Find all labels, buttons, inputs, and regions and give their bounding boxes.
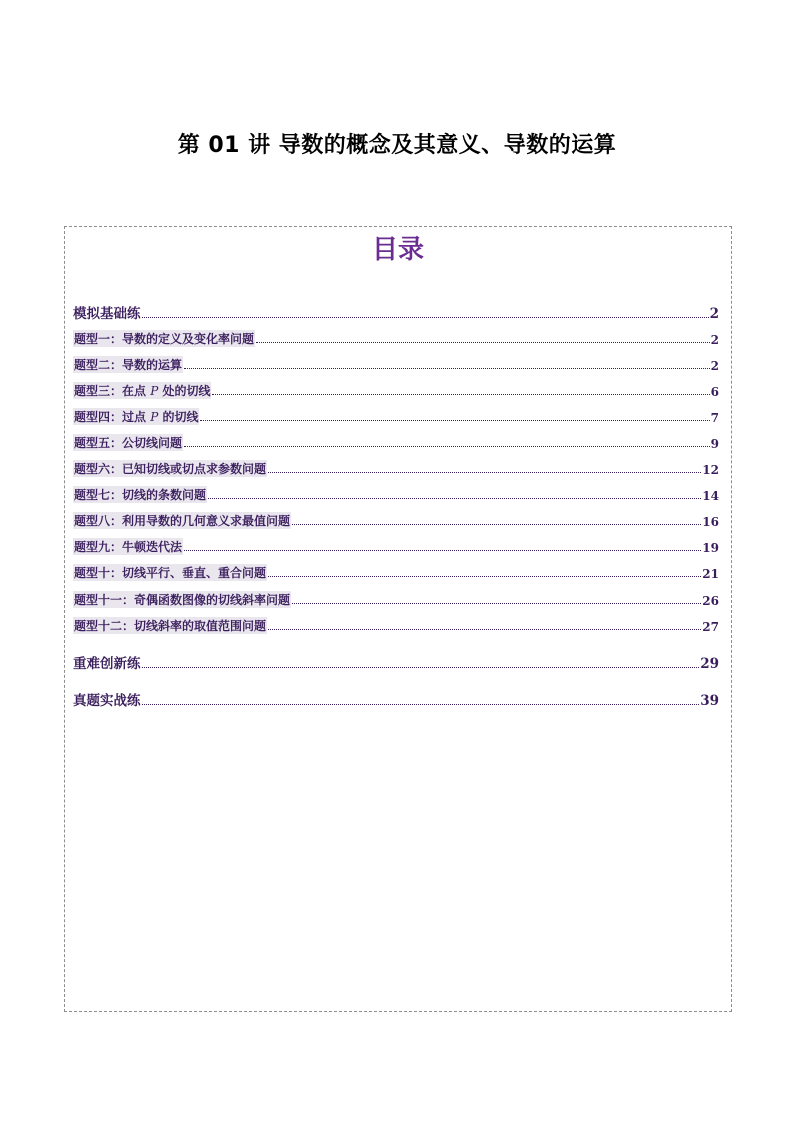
toc-page-number: 21 bbox=[702, 567, 719, 581]
toc-page-number: 14 bbox=[702, 489, 719, 503]
toc-entry-challenge-innovation[interactable] bbox=[73, 652, 719, 672]
toc-page-number: 29 bbox=[700, 656, 719, 672]
toc-leader-dots bbox=[268, 472, 701, 473]
toc-page-number: 19 bbox=[702, 541, 719, 555]
toc-leader-dots bbox=[184, 550, 701, 551]
toc-leader-dots bbox=[142, 704, 700, 705]
toc-entry-label: 题型十一：奇偶函数图像的切线斜率问题 bbox=[74, 593, 291, 607]
toc-entry-type-12[interactable] bbox=[73, 617, 719, 634]
variable-p: P bbox=[150, 410, 159, 424]
toc-entry-label: 真题实战练 bbox=[73, 693, 141, 709]
toc-entry-type-1[interactable] bbox=[73, 330, 719, 347]
toc-entry-type-5[interactable] bbox=[73, 434, 719, 451]
toc-page-number: 2 bbox=[710, 333, 719, 347]
toc-page-number: 39 bbox=[700, 693, 719, 709]
toc-page-number: 2 bbox=[710, 359, 719, 373]
toc-entry-label: 题型十二：切线斜率的取值范围问题 bbox=[74, 619, 267, 633]
toc-leader-dots bbox=[142, 667, 700, 668]
toc-entry-type-9[interactable] bbox=[73, 538, 719, 555]
toc-leader-dots bbox=[184, 446, 710, 447]
toc-leader-dots bbox=[256, 342, 710, 343]
toc-page-number: 27 bbox=[702, 620, 719, 634]
toc-leader-dots bbox=[208, 498, 701, 499]
toc-heading: 目录 bbox=[371, 235, 424, 265]
toc-entry-type-11[interactable] bbox=[73, 591, 719, 608]
toc-entry-label: 题型五：公切线问题 bbox=[74, 436, 183, 450]
toc-entry-type-4[interactable] bbox=[73, 408, 719, 425]
toc-entry-type-7[interactable] bbox=[73, 486, 719, 503]
toc-entry-type-3[interactable] bbox=[73, 382, 719, 399]
toc-entry-real-exam-practice[interactable] bbox=[73, 689, 719, 709]
toc-entry-label: 题型八：利用导数的几何意义求最值问题 bbox=[74, 514, 291, 528]
toc-leader-dots bbox=[184, 368, 710, 369]
toc-page-number: 26 bbox=[702, 594, 719, 608]
toc-entry-label: 题型九：牛顿迭代法 bbox=[74, 540, 183, 554]
toc-entry-label: 题型二：导数的运算 bbox=[74, 358, 183, 372]
toc-page-number: 7 bbox=[710, 411, 719, 425]
toc-entry-type-10[interactable] bbox=[73, 564, 719, 581]
variable-p: P bbox=[150, 384, 159, 398]
toc-leader-dots bbox=[212, 394, 709, 395]
table-of-contents bbox=[64, 226, 732, 1012]
toc-entry-label: 题型七：切线的条数问题 bbox=[74, 488, 207, 502]
toc-entry-label: 模拟基础练 bbox=[73, 306, 141, 322]
toc-entry-label: 重难创新练 bbox=[73, 656, 141, 672]
toc-leader-dots bbox=[200, 420, 709, 421]
toc-entry-label: 题型十：切线平行、垂直、重合问题 bbox=[74, 566, 267, 580]
toc-leader-dots bbox=[268, 576, 701, 577]
toc-page-number: 6 bbox=[710, 385, 719, 399]
toc-page-number: 16 bbox=[702, 515, 719, 529]
toc-entry-simulation-basics[interactable] bbox=[73, 302, 719, 322]
toc-page-number: 9 bbox=[710, 437, 719, 451]
document-title: 第 01 讲 导数的概念及其意义、导数的运算 bbox=[177, 133, 617, 158]
toc-page-number: 2 bbox=[709, 306, 719, 322]
toc-entry-type-2[interactable] bbox=[73, 356, 719, 373]
toc-leader-dots bbox=[292, 524, 701, 525]
toc-entry-label: 题型三：在点 P 处的切线 bbox=[74, 384, 211, 398]
toc-entry-label: 题型六：已知切线或切点求参数问题 bbox=[74, 462, 267, 476]
toc-entry-type-6[interactable] bbox=[73, 460, 719, 477]
toc-page-number: 12 bbox=[702, 463, 719, 477]
toc-leader-dots bbox=[142, 317, 709, 318]
toc-entry-label: 题型一：导数的定义及变化率问题 bbox=[74, 332, 255, 346]
toc-leader-dots bbox=[292, 603, 701, 604]
toc-entry-type-8[interactable] bbox=[73, 512, 719, 529]
toc-leader-dots bbox=[268, 629, 701, 630]
toc-entry-label: 题型四：过点 P 的切线 bbox=[74, 410, 199, 424]
